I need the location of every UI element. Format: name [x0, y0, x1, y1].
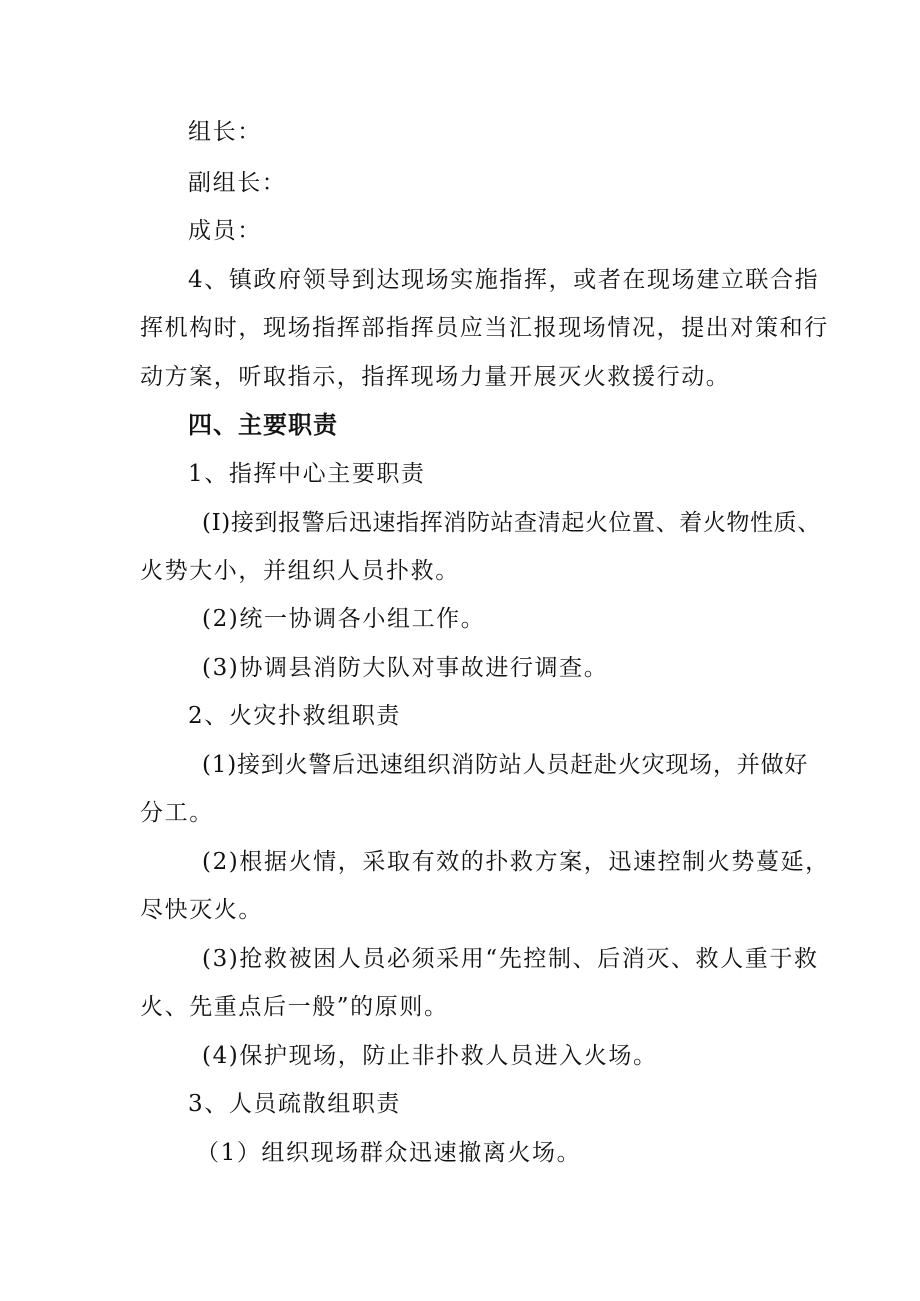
list-item-continuation: 火势大小，并组织人员扑救。 [140, 558, 460, 584]
subsection-heading: 1、指挥中心主要职责 [188, 461, 426, 487]
members-label: 成员： [188, 218, 262, 244]
list-item: (2)统一协调各小组工作。 [202, 606, 486, 632]
list-item: (3)抢救被困人员必须采用“先控制、后消灭、救人重于救 [202, 946, 819, 972]
list-item: (3)协调县消防大队对事故进行调查。 [202, 655, 609, 681]
paragraph-line: 4、镇政府领导到达现场实施指挥，或者在现场建立联合指 [188, 267, 820, 293]
list-item-continuation: 火、先重点后一般”的原则。 [140, 994, 449, 1020]
list-item: (1)接到火警后迅速组织消防站人员赶赴火灾现场，并做好 [202, 752, 809, 778]
team-leader-label: 组长： [188, 119, 262, 145]
list-item: (2)根据火情，采取有效的扑救方案，迅速控制火势蔓延， [202, 849, 830, 875]
paragraph-line: 动方案，听取指示，指挥现场力量开展灭火救援行动。 [140, 364, 731, 390]
section-heading: 四、主要职责 [188, 411, 338, 439]
subsection-heading: 2、火灾扑救组职责 [188, 703, 402, 729]
list-item-continuation: 尽快灭火。 [140, 897, 263, 923]
list-item: (I)接到报警后迅速指挥消防站查清起火位置、着火物性质、 [202, 510, 821, 536]
list-item: （1）组织现场群众迅速撤离火场。 [196, 1140, 582, 1166]
subsection-heading: 3、人员疏散组职责 [188, 1091, 402, 1117]
deputy-team-leader-label: 副组长： [188, 170, 287, 196]
list-item: (4)保护现场，防止非扑救人员进入火场。 [202, 1043, 658, 1069]
list-item-continuation: 分工。 [140, 800, 214, 826]
paragraph-line: 挥机构时，现场指挥部指挥员应当汇报现场情况，提出对策和行 [140, 315, 829, 341]
